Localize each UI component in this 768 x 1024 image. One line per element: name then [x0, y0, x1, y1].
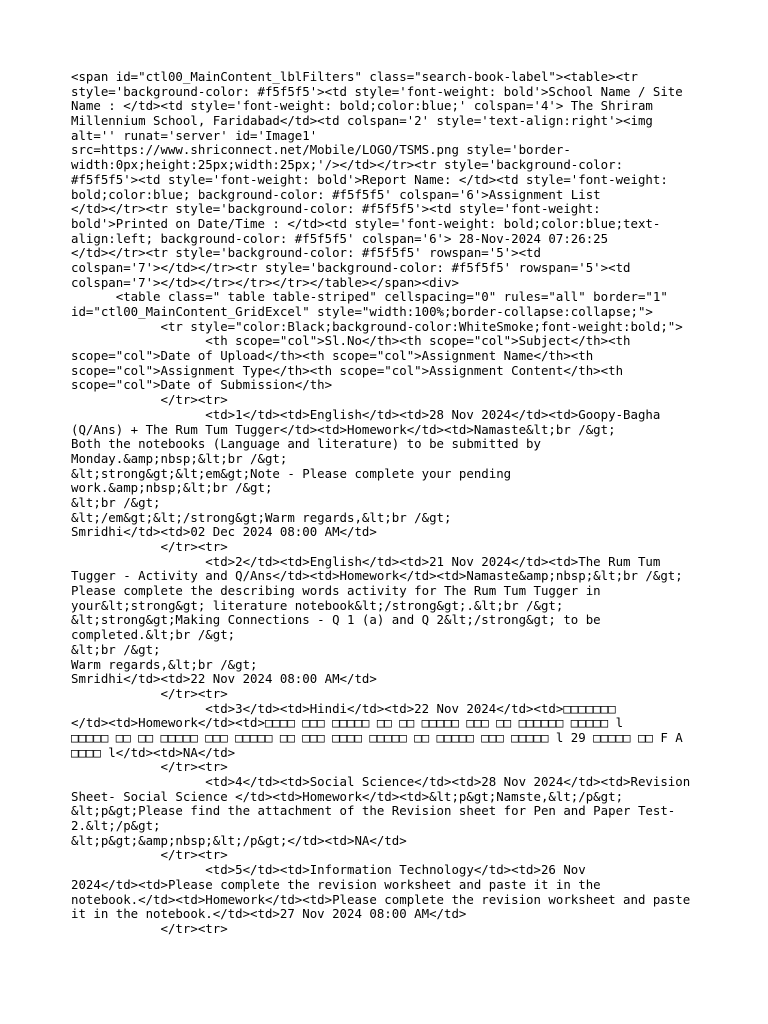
source-line: <tr style="color:Black;background-color:WhiteSmoke;font-weight:bold;"> [71, 318, 683, 334]
source-line: &lt;strong&gt;&lt;em&gt;Note - Please complete your pending [71, 465, 512, 481]
source-line: □□□□□ □□ □□ □□□□□ □□□ □□□□□ □□ □□□ □□□□ □□□□□ □□ □□□□□ □□□ □□□□□ l 29 □□□□□ □□ F A [71, 729, 683, 745]
source-line: <span id="ctl00_MainContent_lblFilters" class="search-book-label"><table><tr [71, 69, 638, 84]
source-line: (Q/Ans) + The Rum Tum Tugger</td><td>Homework</td><td>Namaste&lt;br /&gt; [71, 421, 616, 437]
source-line: scope="col">Date of Submission</th> [71, 377, 333, 393]
source-line: completed.&lt;br /&gt; [71, 627, 236, 643]
source-line: <table class=" table table-striped" cellspacing="0" rules="all" border="1" [71, 289, 668, 305]
source-line: Smridhi</td><td>02 Dec 2024 08:00 AM</td> [71, 524, 377, 540]
source-line: &lt;p&gt;Please find the attachment of the Revision sheet for Pen and Paper Test- [71, 803, 676, 819]
source-line: bold;color:blue; background-color: #f5f5f5' colspan='6'>Assignment List [71, 186, 601, 202]
source-line: <td>4</td><td>Social Science</td><td>28 Nov 2024</td><td>Revision [71, 774, 691, 789]
source-line: Tugger - Activity and Q/Ans</td><td>Homework</td><td>Namaste&amp;nbsp;&lt;br /&gt; [71, 568, 683, 584]
source-line: 2024</td><td>Please complete the revision worksheet and paste it in the [71, 876, 601, 892]
source-line: 2.&lt;/p&gt; [71, 818, 161, 834]
source-line: &lt;br /&gt; [71, 494, 161, 510]
source-line: colspan='7'></td></tr></tr></tr></table></span><div> [71, 274, 459, 290]
source-line: width:0px;height:25px;width:25px;'/></td></tr><tr style='background-color: [71, 157, 624, 173]
source-line: &lt;br /&gt; [71, 641, 161, 657]
source-line: Warm regards,&lt;br /&gt; [71, 656, 258, 672]
source-line: </td><td>Homework</td><td>□□□□ □□□ □□□□□ □□ □□ □□□□□ □□□ □□ □□□□□□ □□□□□ l [71, 715, 624, 731]
source-line: <td>2</td><td>English</td><td>21 Nov 2024</td><td>The Rum Tum [71, 553, 661, 569]
source-line: &lt;/em&gt;&lt;/strong&gt;Warm regards,&lt;br /&gt; [71, 509, 452, 525]
source-line: &lt;strong&gt;Making Connections - Q 1 (a) and Q 2&lt;/strong&gt; to be [71, 612, 601, 628]
source-line: it in the notebook.</td><td>27 Nov 2024 08:00 AM</td> [71, 906, 467, 922]
source-line: src=https://www.shriconnect.net/Mobile/LOGO/TSMS.png style='border- [71, 142, 571, 158]
source-line: </tr><tr> [71, 392, 228, 408]
source-line: notebook.</td><td>Homework</td><td>Please complete the revision worksheet and paste [71, 891, 691, 907]
source-line: </td></tr><tr style='background-color: #f5f5f5'><td style='font-weight: [71, 201, 601, 217]
source-line: </td></tr><tr style='background-color: #f5f5f5' rowspan='5'><td [71, 245, 541, 261]
source-line: </tr><tr> [71, 847, 228, 863]
source-line: scope="col">Assignment Type</th><th scope="col">Assignment Content</th><th [71, 362, 624, 378]
source-line: <td>5</td><td>Information Technology</td><td>26 Nov [71, 862, 586, 878]
source-line: bold'>Printed on Date/Time : </td><td style='font-weight: bold;color:blue;text- [71, 215, 661, 231]
source-line: </tr><tr> [71, 685, 228, 701]
source-line: Millennium School, Faridabad</td><td colspan='2' style='text-align:right'><img [71, 113, 653, 129]
source-line: style='background-color: #f5f5f5'><td style='font-weight: bold'>School Name / Site [71, 83, 683, 99]
source-line: </tr><tr> [71, 759, 228, 775]
source-line: &lt;p&gt;&amp;nbsp;&lt;/p&gt;</td><td>NA</td> [71, 832, 407, 848]
source-line: Both the notebooks (Language and literature) to be submitted by [71, 436, 541, 452]
source-line: Name : </td><td style='font-weight: bold;color:blue;' colspan='4'> The Shriram [71, 98, 653, 114]
source-line: </tr><tr> [71, 920, 228, 936]
source-line: alt='' runat='server' id='Image1' [71, 127, 318, 143]
source-line: <th scope="col">Sl.No</th><th scope="col">Subject</th><th [71, 333, 631, 349]
source-line: □□□□ l</td><td>NA</td> [71, 744, 236, 760]
source-line: Smridhi</td><td>22 Nov 2024 08:00 AM</td> [71, 671, 377, 687]
source-line: <td>3</td><td>Hindi</td><td>22 Nov 2024</td><td>□□□□□□□ [71, 700, 616, 716]
source-line: Please complete the describing words activity for The Rum Tum Tugger in [71, 583, 601, 599]
source-line: Sheet- Social Science </td><td>Homework</td><td>&lt;p&gt;Namste,&lt;/p&gt; [71, 788, 624, 804]
source-line: </tr><tr> [71, 539, 228, 554]
html-source-document [71, 70, 711, 937]
source-line: Monday.&amp;nbsp;&lt;br /&gt; [71, 450, 288, 466]
source-line: colspan='7'></td></tr><tr style='background-color: #f5f5f5' rowspan='5'><td [71, 259, 631, 275]
source-line: scope="col">Date of Upload</th><th scope="col">Assignment Name</th><th [71, 348, 594, 364]
source-line: id="ctl00_MainContent_GridExcel" style="width:100%;border-collapse:collapse;"> [71, 304, 653, 319]
source-line: #f5f5f5'><td style='font-weight: bold'>Report Name: </td><td style='font-weight: [71, 171, 668, 187]
source-line: work.&amp;nbsp;&lt;br /&gt; [71, 480, 273, 496]
source-line: <td>1</td><td>English</td><td>28 Nov 2024</td><td>Goopy-Bagha [71, 406, 661, 422]
source-line: your&lt;strong&gt; literature notebook&lt;/strong&gt;.&lt;br /&gt; [71, 597, 564, 613]
source-line: align:left; background-color: #f5f5f5' colspan='6'> 28-Nov-2024 07:26:25 [71, 230, 609, 246]
